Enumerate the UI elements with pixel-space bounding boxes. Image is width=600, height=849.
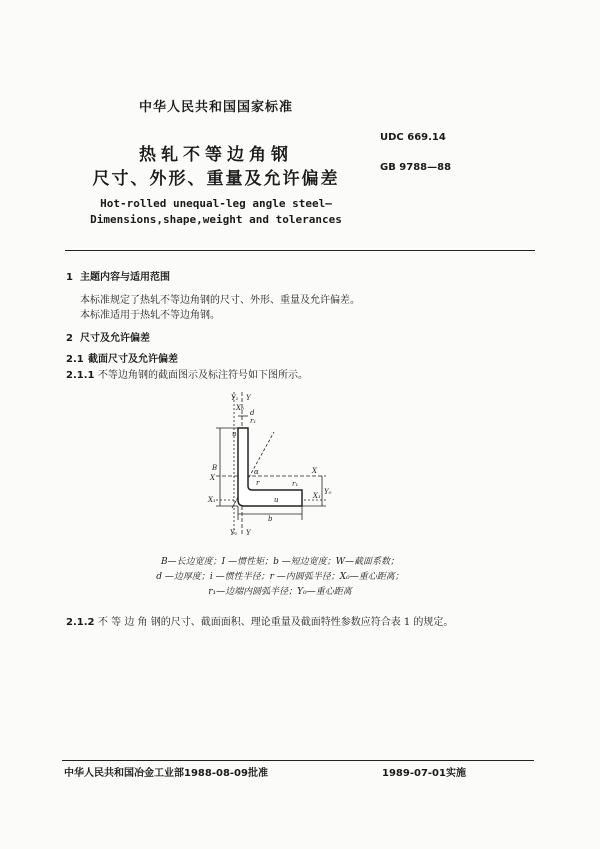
udc-code: UDC 669.14 (380, 132, 446, 143)
angle-section-figure (194, 390, 336, 538)
label-Y1-top: Y₁ (231, 394, 239, 402)
label-d: d (250, 409, 255, 417)
section-2-title: 尺寸及允许偏差 (80, 333, 150, 344)
figure-caption-line3: r₁—边端内圆弧半径；Y₀—重心距离 (208, 587, 352, 597)
section-1-para-2: 本标准适用于热轧不等边角钢。 (80, 310, 220, 321)
label-Y1-bottom: Y₁ (230, 529, 238, 537)
footer-approval: 中华人民共和国冶金工业部1988-08-09批准 (64, 768, 268, 779)
label-Y-bottom: Y (246, 529, 251, 537)
section-2-1-number: 2.1 (66, 354, 84, 365)
section-2-1-2-text: 不 等 边 角 钢的尺寸、截面面积、理论重量及截面特性参数应符合表 1 的规定。 (98, 617, 454, 628)
section-2-1-1-number: 2.1.1 (66, 370, 95, 381)
section-1-title: 主题内容与适用范围 (80, 272, 170, 283)
footer-effective-date: 1989-07-01实施 (382, 768, 466, 779)
section-2-heading (66, 329, 150, 344)
standard-name: 中华人民共和国国家标准 (138, 100, 293, 115)
label-X1-right: X₁ (313, 492, 321, 500)
title-en-line2: Dimensions,shape,weight and tolerances (90, 213, 342, 226)
footer-rule (62, 760, 534, 761)
section-1-para-1: 本标准规定了热轧不等边角钢的尺寸、外形、重量及允许偏差。 (80, 295, 360, 306)
section-1-heading (66, 268, 170, 283)
label-u-bottom: u (274, 496, 279, 504)
section-1-number: 1 (66, 272, 73, 283)
label-y0: Y₀ (324, 488, 332, 496)
section-2-number: 2 (66, 333, 73, 344)
label-u-top: u (232, 430, 237, 438)
label-X-left: X (210, 474, 215, 482)
label-b: b (268, 515, 273, 523)
title-zh-line1: 热轧不等边角钢 (139, 145, 293, 165)
label-alpha: α (254, 468, 259, 476)
gb-code: GB 9788—88 (380, 162, 452, 173)
label-Y-top: Y (246, 394, 251, 402)
figure-caption-line2: d —边厚度；i —惯性半径；r —内圆弧半径；X₀—重心距离； (156, 572, 404, 582)
label-X-right: X (312, 467, 317, 475)
figure-caption-line1: B—长边宽度；I —惯性矩；b —短边宽度；W—截面系数； (161, 557, 399, 567)
title-en-line1: Hot-rolled unequal-leg angle steel— (100, 197, 332, 210)
section-2-1-title: 截面尺寸及允许偏差 (88, 354, 178, 365)
label-r: r (256, 479, 260, 487)
header-rule (65, 250, 535, 251)
label-r1: r₁ (250, 417, 257, 425)
title-zh-line2: 尺寸、外形、重量及允许偏差 (92, 169, 340, 189)
section-2-1-1-text: 不等边角钢的截面图示及标注符号如下图所示。 (98, 370, 308, 381)
section-2-1-1 (66, 366, 308, 381)
section-2-1-2 (66, 613, 453, 628)
section-2-1-heading (66, 350, 178, 365)
label-r1-bottom: r₁ (292, 480, 299, 488)
label-B: B (212, 464, 218, 472)
angle-profile (238, 428, 302, 506)
section-2-1-2-number: 2.1.2 (66, 617, 95, 628)
label-X1-left: X₁ (208, 496, 216, 504)
label-x0: X₀ (236, 404, 244, 412)
